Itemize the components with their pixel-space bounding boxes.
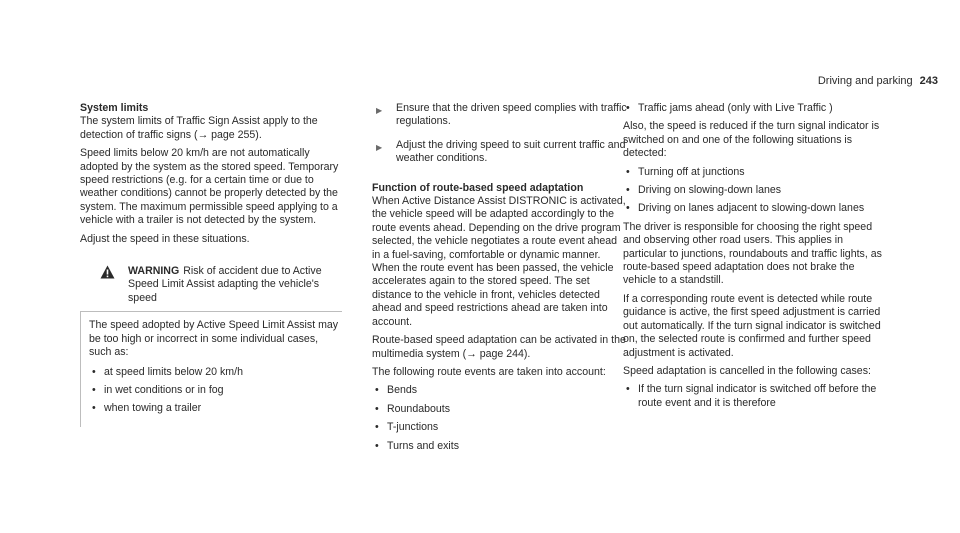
- page-number: 243: [919, 75, 938, 87]
- action-step: [372, 102, 628, 129]
- route-guidance-paragraph: If a corresponding route event is detected while route guidance is active, the first speed adjustment is carried out automatically. If the turn signal indicator is switched on, the selected route is confirmed and further speed adjustment is activated.: [623, 292, 881, 359]
- column-right: [623, 102, 885, 415]
- warning-triangle-icon: [100, 265, 115, 279]
- page-header: [792, 75, 938, 88]
- action-step: [372, 139, 628, 166]
- warning-body: [80, 311, 342, 426]
- system-limits-p1: The system limits of Traffic Sign Assist apply to the detection of traffic signs (→ page 255).: [80, 115, 318, 141]
- list-item: • T-junctions: [372, 421, 628, 434]
- warning-list: [89, 366, 342, 416]
- situations-list: [623, 166, 885, 216]
- list-item: • Roundabouts: [372, 403, 628, 416]
- list-item: • Driving on slowing-down lanes: [623, 184, 885, 197]
- column-middle: [372, 102, 628, 458]
- step-arrow-icon: ▶: [376, 106, 383, 115]
- step-arrow-icon: ▶: [376, 142, 383, 152]
- warning-title: Risk of accident due to Active Speed Limit Assist adapting the vehicle's speed: [128, 265, 322, 304]
- list-item: • If the turn signal indicator is switched off before the route event and it is therefore: [623, 383, 885, 410]
- action-text: Adjust the driving speed to suit current traffic and weather conditions.: [396, 138, 626, 165]
- warning-box: [80, 265, 342, 427]
- system-limits-p2: Speed limits below 20 km/h are not automatically adopted by the system as the stored speed. Temporary speed restrictions (e.g. for a certain time or due to weather conditions) cannot be properly detected by the system. The maximum permissible speed applying to a vehicle with a trailer is not detected by the system.: [80, 147, 339, 227]
- list-item: • at speed limits below 20 km/h: [89, 366, 342, 379]
- warning-text: The speed adopted by Active Speed Limit Assist may be too high or incorrect in some individual cases, such as:: [89, 319, 339, 359]
- list-item: • Traffic jams ahead (only with Live Traffic ): [623, 102, 885, 115]
- list-item: • Driving on lanes adjacent to slowing-down lanes: [623, 202, 885, 215]
- turn-signal-paragraph: Also, the speed is reduced if the turn signal indicator is switched on and one of the following situations is detected:: [623, 120, 880, 160]
- list-item: • in wet conditions or in fog: [89, 384, 342, 397]
- system-limits-p3: Adjust the speed in these situations.: [80, 232, 250, 245]
- list-item: • Turns and exits: [372, 440, 628, 453]
- route-events-list-continued: [623, 102, 885, 115]
- warning-label: WARNING: [128, 265, 180, 278]
- list-item: • when towing a trailer: [89, 402, 342, 415]
- route-adaptation-p1: When Active Distance Assist DISTRONIC is activated, the vehicle speed will be adapted accordingly to the route events ahead. Depending on the drive program selected, the vehicle negotiates a route event ahead in a fuel-saving, comfortable or dynamic manner. When the route event has been passed, the vehicle accelerates again to the stored speed. The set distance to the vehicle in front, vehicles detected ahead and speed restrictions ahead are taken into account.: [372, 195, 626, 328]
- action-text: Ensure that the driven speed complies with traffic regulations.: [396, 102, 627, 128]
- driver-responsibility-paragraph: The driver is responsible for choosing the right speed and observing other road users. This applies in particular to junctions, roundabouts and traffic lights, as route-based speed adaptation does not brake the vehicle to a standstill.: [623, 220, 882, 287]
- route-adaptation-heading: Function of route-based speed adaptation: [372, 181, 584, 194]
- cancel-cases-paragraph: Speed adaptation is cancelled in the following cases:: [623, 364, 871, 377]
- cancel-cases-list: [623, 383, 885, 410]
- warning-header: [80, 265, 342, 305]
- list-item: • Turning off at junctions: [623, 166, 885, 179]
- section-title: Driving and parking: [817, 75, 913, 87]
- system-limits-heading: System limits: [80, 102, 149, 114]
- list-item: • Bends: [372, 384, 628, 397]
- column-left: [80, 102, 342, 427]
- route-adaptation-p2: Route-based speed adaptation can be activated in the multimedia system (→ page 244).: [372, 334, 626, 360]
- route-events-list: [372, 384, 628, 453]
- route-adaptation-p3: The following route events are taken into account:: [372, 365, 606, 378]
